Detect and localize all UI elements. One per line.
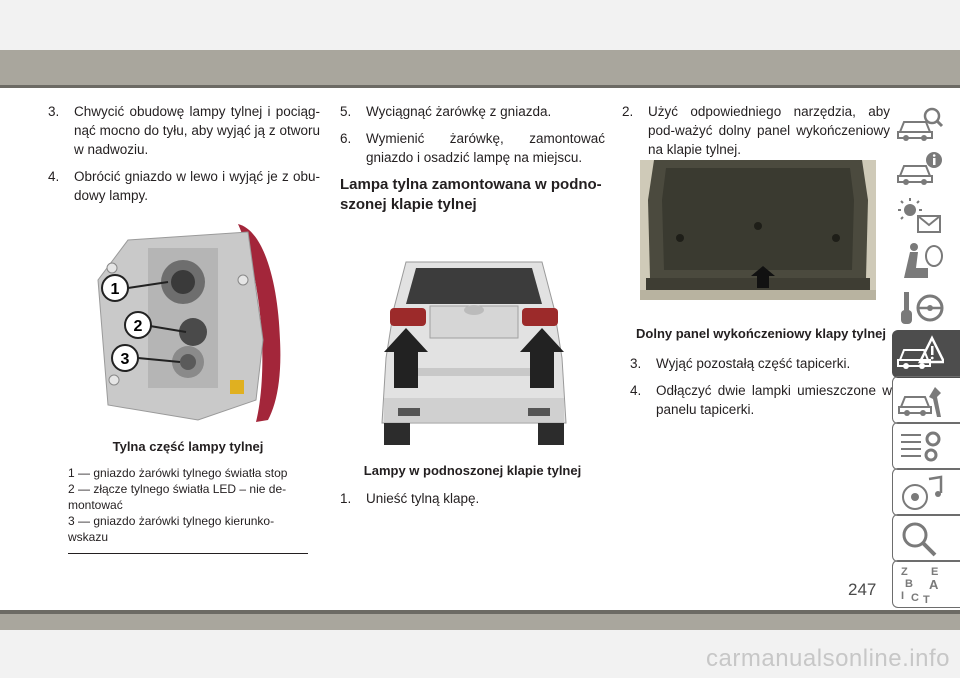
callout-3 (112, 345, 138, 371)
tab-safety[interactable] (892, 238, 960, 286)
step-6 (340, 129, 605, 167)
step-text: Obrócić gniazdo w lewo i wyjąć je z obu-dowy lampy. (74, 169, 320, 203)
step-number: 5. (340, 104, 352, 119)
tab-getting-to-know-vehicle[interactable] (892, 100, 960, 148)
specifications-gear-icon (897, 427, 945, 467)
tab-customer-assistance[interactable] (892, 514, 960, 562)
liftgate-lamps-figure (376, 248, 572, 448)
svg-text:B: B (905, 578, 913, 590)
figure-caption: Dolny panel wykończeniowy klapy tylnej (636, 326, 886, 341)
svg-text:2: 2 (133, 318, 143, 335)
step-number: 6. (340, 131, 352, 146)
step-text: Unieść tylną klapę. (366, 491, 480, 506)
alphabet-index-icon (897, 565, 945, 605)
step-text: Chwycić obudowę lampy tylnej i pociąg-nąć mocno do tyłu, aby wyjąć ją z otworu w nadwoziu. (74, 104, 320, 157)
callout-2 (125, 312, 151, 338)
step-5 (340, 102, 605, 121)
step-text: Wyjąć pozostałą część tapicerki. (656, 356, 851, 371)
seat-airbag-icon (896, 242, 944, 282)
step-text: Użyć odpowiedniego narzędzia, aby pod-ważyć dolny panel wykończeniowy na klapie tylnej. (648, 104, 890, 157)
left-column (48, 102, 320, 213)
right-figure-caption-block (630, 325, 892, 427)
tab-servicing-maintenance[interactable] (892, 376, 960, 424)
step-4-right (630, 381, 892, 419)
multimedia-icon (897, 473, 945, 513)
step-text: Wymienić żarówkę, zamontować gniazdo i osadzić lampę na miejscu. (366, 131, 605, 165)
tab-starting-and-operating[interactable] (892, 284, 960, 332)
figure-caption: Lampy w podnoszonej klapie tylnej (363, 463, 582, 478)
search-icon (897, 519, 945, 559)
watermark: carmanualsonline.info (706, 645, 950, 672)
step-number: 4. (48, 169, 60, 184)
svg-text:T: T (923, 594, 930, 605)
svg-text:1: 1 (110, 281, 120, 298)
middle-figure-caption-block (340, 462, 605, 516)
tab-warning-lights-messages[interactable] (892, 192, 960, 240)
figure-caption: Tylna część lampy tylnej (112, 439, 264, 454)
step-3-right (630, 354, 892, 373)
step-number: 4. (630, 383, 642, 398)
step-4-left (48, 167, 320, 205)
svg-text:I: I (901, 590, 905, 602)
footer-band (0, 614, 960, 630)
svg-text:3: 3 (120, 351, 130, 368)
svg-text:E: E (931, 566, 939, 578)
step-2 (622, 102, 890, 159)
callout-1 (102, 275, 128, 301)
figure-legend (68, 465, 308, 554)
tab-getting-to-know-instrument-panel[interactable] (892, 146, 960, 194)
header-rule (0, 85, 960, 88)
step-number: 3. (48, 104, 60, 119)
svg-text:A: A (929, 577, 939, 592)
car-magnifier-icon (896, 104, 944, 144)
car-warning-triangle-icon (896, 334, 944, 374)
legend-item: 1 — gniazdo żarówki tylnego światła stop (68, 466, 288, 480)
step-3-left (48, 102, 320, 159)
step-number: 1. (340, 491, 352, 506)
legend-item: 2 — złącze tylnego światła LED – nie de-montować (68, 482, 287, 512)
step-text: Odłączyć dwie lampki umieszczone w panelu tapicerki. (656, 383, 892, 417)
tab-in-case-of-emergency[interactable] (892, 330, 960, 378)
step-number: 3. (630, 356, 642, 371)
right-column (622, 102, 890, 167)
tab-index[interactable] (892, 560, 960, 608)
warning-lights-message-icon (896, 196, 944, 236)
left-figure-caption-block (68, 438, 308, 554)
car-info-icon (896, 150, 944, 190)
middle-column (340, 102, 605, 215)
section-title: Lampa tylna zamontowana w podno-szonej klapie tylnej (340, 176, 602, 213)
page-number: 247 (848, 580, 877, 599)
legend-item: 3 — gniazdo żarówki tylnego kierunko-wskazu (68, 514, 275, 544)
svg-text:Z: Z (901, 566, 908, 578)
tab-multimedia[interactable] (892, 468, 960, 516)
tab-technical-specifications[interactable] (892, 422, 960, 470)
top-margin (0, 0, 960, 50)
step-text: Wyciągnąć żarówkę z gniazda. (366, 104, 552, 119)
step-number: 2. (622, 104, 634, 119)
car-wrench-icon (897, 381, 945, 421)
svg-text:C: C (911, 592, 919, 604)
key-steering-wheel-icon (896, 288, 944, 328)
step-1 (340, 489, 605, 508)
liftgate-trim-panel-figure (640, 160, 876, 300)
header-band (0, 50, 960, 85)
tail-lamp-rear-figure (88, 220, 288, 425)
